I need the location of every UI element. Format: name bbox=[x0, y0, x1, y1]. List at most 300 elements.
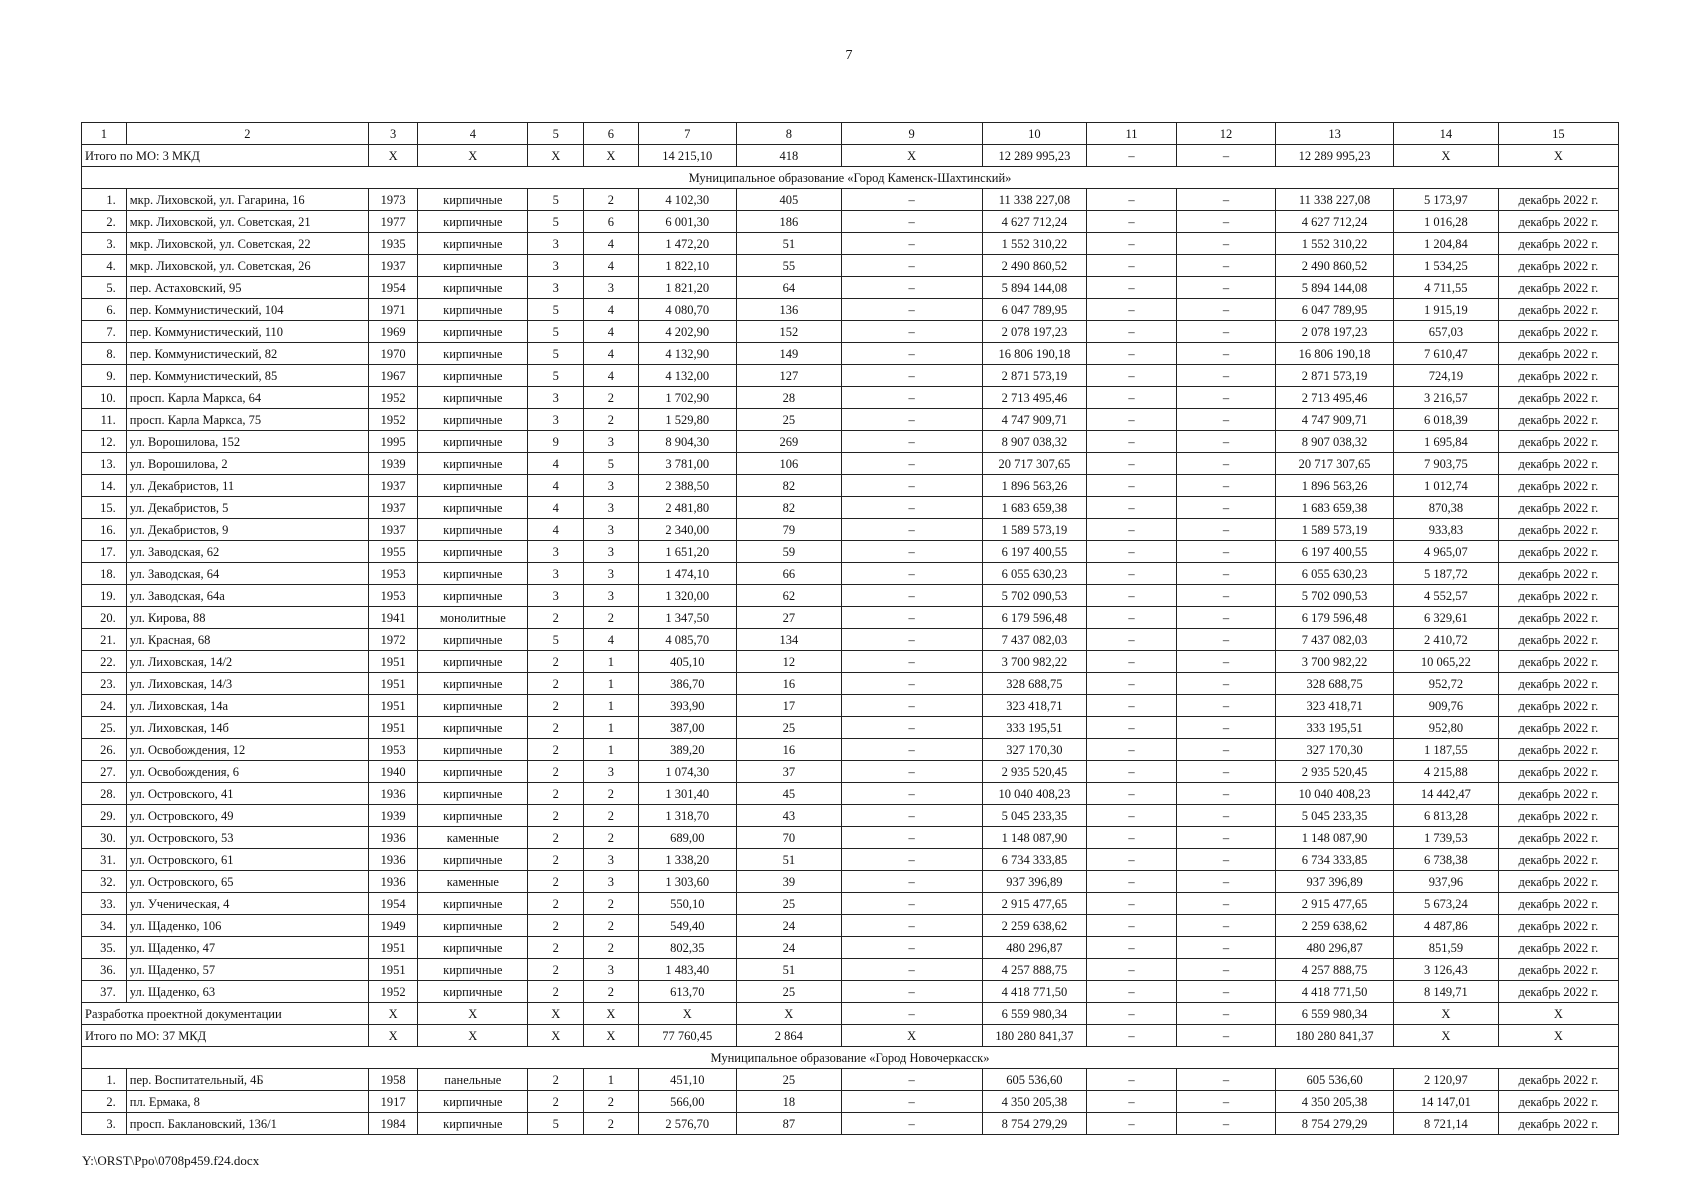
row-number: 29. bbox=[82, 805, 127, 827]
table-cell: – bbox=[841, 673, 982, 695]
table-cell: 51 bbox=[736, 959, 841, 981]
table-cell: 4 bbox=[528, 497, 584, 519]
table-cell: 2 bbox=[528, 959, 584, 981]
table-cell: 4 bbox=[584, 343, 639, 365]
table-cell: кирпичные bbox=[418, 343, 528, 365]
table-cell: 3 bbox=[584, 959, 639, 981]
table-cell: 24 bbox=[736, 937, 841, 959]
table-cell: – bbox=[841, 431, 982, 453]
table-row bbox=[82, 761, 1619, 783]
table-cell: 24 bbox=[736, 915, 841, 937]
table-cell: – bbox=[1087, 277, 1177, 299]
table-cell: 1 821,20 bbox=[638, 277, 736, 299]
table-cell: – bbox=[1087, 805, 1177, 827]
table-cell: 4 202,90 bbox=[638, 321, 736, 343]
table-row bbox=[82, 1113, 1619, 1135]
table-cell: 12 bbox=[736, 651, 841, 673]
table-cell: 8 907 038,32 bbox=[1276, 431, 1394, 453]
address-cell: пер. Коммунистический, 104 bbox=[126, 299, 368, 321]
table-cell: 1953 bbox=[369, 585, 418, 607]
total-label: Итого по МО: 3 МКД bbox=[82, 145, 369, 167]
table-cell: – bbox=[1087, 981, 1177, 1003]
address-cell: ул. Декабристов, 5 bbox=[126, 497, 368, 519]
table-cell: 2 bbox=[528, 1091, 584, 1113]
table-cell: 1 896 563,26 bbox=[1276, 475, 1394, 497]
table-row bbox=[82, 585, 1619, 607]
table-cell: 1937 bbox=[369, 497, 418, 519]
table-cell: 1935 bbox=[369, 233, 418, 255]
table-cell: – bbox=[1087, 299, 1177, 321]
table-cell: 2 bbox=[584, 805, 639, 827]
table-cell: 549,40 bbox=[638, 915, 736, 937]
table-row bbox=[82, 299, 1619, 321]
table-cell: 1973 bbox=[369, 189, 418, 211]
row-number: 27. bbox=[82, 761, 127, 783]
table-cell: 3 bbox=[584, 563, 639, 585]
table-cell: декабрь 2022 г. bbox=[1498, 365, 1618, 387]
table-cell: 1 683 659,38 bbox=[982, 497, 1087, 519]
row-number: 5. bbox=[82, 277, 127, 299]
total-cell: X bbox=[584, 1025, 639, 1047]
table-cell: – bbox=[841, 585, 982, 607]
table-cell: 323 418,71 bbox=[982, 695, 1087, 717]
table-cell: 4 418 771,50 bbox=[982, 981, 1087, 1003]
table-cell: – bbox=[1087, 1069, 1177, 1091]
table-row bbox=[82, 541, 1619, 563]
table-cell: – bbox=[841, 783, 982, 805]
header-cell: 8 bbox=[736, 123, 841, 145]
address-cell: просп. Карла Маркса, 64 bbox=[126, 387, 368, 409]
row-number: 36. bbox=[82, 959, 127, 981]
table-cell: – bbox=[1176, 211, 1275, 233]
total-cell: X bbox=[528, 1025, 584, 1047]
table-cell: 2 388,50 bbox=[638, 475, 736, 497]
table-cell: 3 126,43 bbox=[1394, 959, 1499, 981]
table-cell: – bbox=[1087, 365, 1177, 387]
table-cell: 45 bbox=[736, 783, 841, 805]
table-cell: 2 bbox=[528, 937, 584, 959]
table-cell: кирпичные bbox=[418, 673, 528, 695]
table-cell: 8 754 279,29 bbox=[982, 1113, 1087, 1135]
table-cell: 328 688,75 bbox=[1276, 673, 1394, 695]
table-cell: 1952 bbox=[369, 387, 418, 409]
table-cell: декабрь 2022 г. bbox=[1498, 497, 1618, 519]
table-cell: 62 bbox=[736, 585, 841, 607]
table-cell: 6 179 596,48 bbox=[982, 607, 1087, 629]
table-cell: – bbox=[1087, 1113, 1177, 1135]
table-cell: кирпичные bbox=[418, 1113, 528, 1135]
total-cell: X bbox=[1498, 1003, 1618, 1025]
table-cell: 1937 bbox=[369, 475, 418, 497]
row-number: 8. bbox=[82, 343, 127, 365]
table-cell: кирпичные bbox=[418, 365, 528, 387]
table-row bbox=[82, 695, 1619, 717]
table-cell: 451,10 bbox=[638, 1069, 736, 1091]
total-cell: X bbox=[736, 1003, 841, 1025]
table-cell: 2 bbox=[528, 805, 584, 827]
table-cell: 3 bbox=[584, 541, 639, 563]
table-cell: 2 bbox=[528, 871, 584, 893]
table-cell: – bbox=[841, 937, 982, 959]
table-cell: – bbox=[1087, 673, 1177, 695]
table-cell: 2 078 197,23 bbox=[1276, 321, 1394, 343]
table-cell: декабрь 2022 г. bbox=[1498, 387, 1618, 409]
row-number: 24. bbox=[82, 695, 127, 717]
total-row bbox=[82, 145, 1619, 167]
address-cell: ул. Островского, 61 bbox=[126, 849, 368, 871]
table-cell: 1949 bbox=[369, 915, 418, 937]
table-cell: 2 935 520,45 bbox=[982, 761, 1087, 783]
table-cell: 802,35 bbox=[638, 937, 736, 959]
table-cell: 1 347,50 bbox=[638, 607, 736, 629]
table-cell: 4 bbox=[584, 255, 639, 277]
table-cell: 2 bbox=[584, 937, 639, 959]
total-cell: X bbox=[369, 1003, 418, 1025]
table-cell: кирпичные bbox=[418, 849, 528, 871]
table-cell: 82 bbox=[736, 475, 841, 497]
table-cell: 1941 bbox=[369, 607, 418, 629]
table-cell: – bbox=[1176, 1113, 1275, 1135]
table-cell: 327 170,30 bbox=[1276, 739, 1394, 761]
total-cell: X bbox=[418, 1025, 528, 1047]
table-cell: 909,76 bbox=[1394, 695, 1499, 717]
table-cell: 10 040 408,23 bbox=[1276, 783, 1394, 805]
table-cell: 4 627 712,24 bbox=[1276, 211, 1394, 233]
table-cell: 851,59 bbox=[1394, 937, 1499, 959]
table-cell: кирпичные bbox=[418, 563, 528, 585]
address-cell: пер. Коммунистический, 110 bbox=[126, 321, 368, 343]
table-cell: – bbox=[1087, 343, 1177, 365]
table-cell: кирпичные bbox=[418, 541, 528, 563]
section-title: Муниципальное образование «Город Новочеркасск» bbox=[82, 1047, 1619, 1069]
table-cell: – bbox=[841, 739, 982, 761]
total-cell: 12 289 995,23 bbox=[1276, 145, 1394, 167]
table-cell: 937,96 bbox=[1394, 871, 1499, 893]
total-cell: X bbox=[528, 1003, 584, 1025]
table-cell: – bbox=[841, 211, 982, 233]
table-cell: – bbox=[841, 519, 982, 541]
table-cell: 3 bbox=[528, 585, 584, 607]
table-cell: 134 bbox=[736, 629, 841, 651]
table-cell: 14 147,01 bbox=[1394, 1091, 1499, 1113]
table-cell: декабрь 2022 г. bbox=[1498, 211, 1618, 233]
table-cell: 1 148 087,90 bbox=[1276, 827, 1394, 849]
table-cell: 4 080,70 bbox=[638, 299, 736, 321]
total-cell: X bbox=[528, 145, 584, 167]
table-cell: 1 204,84 bbox=[1394, 233, 1499, 255]
table-cell: – bbox=[1176, 189, 1275, 211]
table-cell: – bbox=[841, 255, 982, 277]
total-label: Разработка проектной документации bbox=[82, 1003, 369, 1025]
table-cell: 2 490 860,52 bbox=[982, 255, 1087, 277]
table-cell: 3 bbox=[584, 871, 639, 893]
table-cell: 20 717 307,65 bbox=[982, 453, 1087, 475]
table-cell: – bbox=[841, 1091, 982, 1113]
table-cell: – bbox=[1176, 783, 1275, 805]
table-cell: 6 055 630,23 bbox=[982, 563, 1087, 585]
table-row bbox=[82, 915, 1619, 937]
table-cell: декабрь 2022 г. bbox=[1498, 541, 1618, 563]
table-cell: декабрь 2022 г. bbox=[1498, 255, 1618, 277]
address-cell: просп. Баклановский, 136/1 bbox=[126, 1113, 368, 1135]
address-cell: ул. Ворошилова, 152 bbox=[126, 431, 368, 453]
table-cell: 8 907 038,32 bbox=[982, 431, 1087, 453]
table-cell: декабрь 2022 г. bbox=[1498, 189, 1618, 211]
table-cell: 16 806 190,18 bbox=[982, 343, 1087, 365]
table-cell: 4 bbox=[584, 299, 639, 321]
table-cell: – bbox=[1176, 717, 1275, 739]
table-cell: – bbox=[1176, 1069, 1275, 1091]
row-number: 1. bbox=[82, 1069, 127, 1091]
table-cell: 5 bbox=[528, 321, 584, 343]
table-cell: 39 bbox=[736, 871, 841, 893]
table-cell: 2 576,70 bbox=[638, 1113, 736, 1135]
total-cell: X bbox=[418, 145, 528, 167]
table-cell: 333 195,51 bbox=[1276, 717, 1394, 739]
table-cell: 20 717 307,65 bbox=[1276, 453, 1394, 475]
table-cell: 4 bbox=[528, 475, 584, 497]
row-number: 31. bbox=[82, 849, 127, 871]
table-cell: 1969 bbox=[369, 321, 418, 343]
table-cell: 405,10 bbox=[638, 651, 736, 673]
table-cell: – bbox=[841, 409, 982, 431]
address-cell: ул. Лиховская, 14б bbox=[126, 717, 368, 739]
address-cell: ул. Заводская, 62 bbox=[126, 541, 368, 563]
table-cell: 28 bbox=[736, 387, 841, 409]
table-cell: 2 bbox=[584, 783, 639, 805]
table-cell: 18 bbox=[736, 1091, 841, 1113]
table-cell: 1 148 087,90 bbox=[982, 827, 1087, 849]
row-number: 3. bbox=[82, 1113, 127, 1135]
table-cell: 3 bbox=[584, 497, 639, 519]
table-cell: – bbox=[1087, 871, 1177, 893]
address-cell: ул. Щаденко, 57 bbox=[126, 959, 368, 981]
table-cell: кирпичные bbox=[418, 189, 528, 211]
table-row bbox=[82, 255, 1619, 277]
table-cell: 3 bbox=[584, 519, 639, 541]
address-cell: ул. Освобождения, 6 bbox=[126, 761, 368, 783]
table-cell: 1954 bbox=[369, 277, 418, 299]
address-cell: ул. Лиховская, 14/2 bbox=[126, 651, 368, 673]
table-cell: – bbox=[1087, 189, 1177, 211]
table-cell: 1951 bbox=[369, 673, 418, 695]
table-cell: – bbox=[1176, 409, 1275, 431]
table-cell: 3 bbox=[528, 409, 584, 431]
table-cell: 5 bbox=[528, 211, 584, 233]
table-row bbox=[82, 563, 1619, 585]
total-cell: X bbox=[1498, 1025, 1618, 1047]
table-cell: кирпичные bbox=[418, 453, 528, 475]
table-cell: 5 bbox=[528, 299, 584, 321]
table-cell: 6 734 333,85 bbox=[1276, 849, 1394, 871]
table-cell: кирпичные bbox=[418, 211, 528, 233]
table-cell: – bbox=[841, 475, 982, 497]
table-cell: 1 695,84 bbox=[1394, 431, 1499, 453]
table-cell: – bbox=[841, 233, 982, 255]
table-cell: декабрь 2022 г. bbox=[1498, 299, 1618, 321]
table-cell: 5 894 144,08 bbox=[982, 277, 1087, 299]
address-cell: ул. Островского, 65 bbox=[126, 871, 368, 893]
address-cell: ул. Лиховская, 14а bbox=[126, 695, 368, 717]
table-cell: 4 bbox=[528, 453, 584, 475]
header-cell: 5 bbox=[528, 123, 584, 145]
header-row bbox=[82, 123, 1619, 145]
table-cell: 5 173,97 bbox=[1394, 189, 1499, 211]
header-cell: 14 bbox=[1394, 123, 1499, 145]
table-cell: – bbox=[841, 343, 982, 365]
table-cell: – bbox=[1087, 409, 1177, 431]
table-cell: 6 055 630,23 bbox=[1276, 563, 1394, 585]
table-cell: 566,00 bbox=[638, 1091, 736, 1113]
table-cell: 2 bbox=[528, 849, 584, 871]
table-cell: 1977 bbox=[369, 211, 418, 233]
table-cell: 2 bbox=[584, 827, 639, 849]
address-cell: ул. Лиховская, 14/3 bbox=[126, 673, 368, 695]
table-cell: – bbox=[1176, 893, 1275, 915]
table-cell: кирпичные bbox=[418, 717, 528, 739]
table-cell: декабрь 2022 г. bbox=[1498, 277, 1618, 299]
table-cell: 4 bbox=[584, 321, 639, 343]
table-cell: 2 078 197,23 bbox=[982, 321, 1087, 343]
table-cell: – bbox=[841, 629, 982, 651]
table-cell: декабрь 2022 г. bbox=[1498, 475, 1618, 497]
table-cell: кирпичные bbox=[418, 783, 528, 805]
table-cell: кирпичные bbox=[418, 739, 528, 761]
table-cell: 1984 bbox=[369, 1113, 418, 1135]
total-cell: X bbox=[418, 1003, 528, 1025]
table-cell: – bbox=[1087, 761, 1177, 783]
table-cell: 1971 bbox=[369, 299, 418, 321]
table-cell: – bbox=[1087, 849, 1177, 871]
table-cell: – bbox=[841, 871, 982, 893]
total-cell: X bbox=[1394, 1025, 1499, 1047]
table-cell: – bbox=[1087, 387, 1177, 409]
total-cell: X bbox=[841, 1025, 982, 1047]
table-cell: кирпичные bbox=[418, 585, 528, 607]
table-cell: 16 bbox=[736, 739, 841, 761]
table-cell: кирпичные bbox=[418, 255, 528, 277]
row-number: 2. bbox=[82, 1091, 127, 1113]
total-cell: – bbox=[1087, 1025, 1177, 1047]
table-cell: 1 016,28 bbox=[1394, 211, 1499, 233]
table-row bbox=[82, 365, 1619, 387]
header-cell: 10 bbox=[982, 123, 1087, 145]
table-cell: – bbox=[1176, 673, 1275, 695]
table-cell: 1 012,74 bbox=[1394, 475, 1499, 497]
table-cell: декабрь 2022 г. bbox=[1498, 519, 1618, 541]
table-cell: 5 045 233,35 bbox=[1276, 805, 1394, 827]
address-cell: ул. Декабристов, 9 bbox=[126, 519, 368, 541]
total-cell: – bbox=[1176, 1003, 1275, 1025]
table-cell: 16 806 190,18 bbox=[1276, 343, 1394, 365]
table-cell: 1955 bbox=[369, 541, 418, 563]
total-cell: 77 760,45 bbox=[638, 1025, 736, 1047]
table-cell: 5 673,24 bbox=[1394, 893, 1499, 915]
table-cell: декабрь 2022 г. bbox=[1498, 783, 1618, 805]
table-cell: 8 721,14 bbox=[1394, 1113, 1499, 1135]
table-cell: – bbox=[841, 607, 982, 629]
table-cell: 937 396,89 bbox=[982, 871, 1087, 893]
table-cell: 393,90 bbox=[638, 695, 736, 717]
table-row bbox=[82, 343, 1619, 365]
table-cell: декабрь 2022 г. bbox=[1498, 981, 1618, 1003]
table-cell: декабрь 2022 г. bbox=[1498, 1069, 1618, 1091]
table-cell: 2 713 495,46 bbox=[1276, 387, 1394, 409]
table-row bbox=[82, 827, 1619, 849]
table-cell: 1940 bbox=[369, 761, 418, 783]
total-cell: – bbox=[1087, 145, 1177, 167]
header-cell: 11 bbox=[1087, 123, 1177, 145]
table-cell: 2 bbox=[528, 651, 584, 673]
table-cell: 689,00 bbox=[638, 827, 736, 849]
table-cell: кирпичные bbox=[418, 277, 528, 299]
table-cell: – bbox=[1176, 519, 1275, 541]
table-cell: 8 904,30 bbox=[638, 431, 736, 453]
table-cell: 4 bbox=[528, 519, 584, 541]
table-cell: 51 bbox=[736, 849, 841, 871]
table-cell: 1970 bbox=[369, 343, 418, 365]
table-cell: – bbox=[841, 959, 982, 981]
table-cell: 2 bbox=[528, 1069, 584, 1091]
address-cell: ул. Щаденко, 47 bbox=[126, 937, 368, 959]
header-cell: 4 bbox=[418, 123, 528, 145]
table-cell: 3 bbox=[584, 431, 639, 453]
table-cell: 1 702,90 bbox=[638, 387, 736, 409]
row-number: 16. bbox=[82, 519, 127, 541]
table-cell: 2 bbox=[528, 607, 584, 629]
header-cell: 3 bbox=[369, 123, 418, 145]
table-cell: кирпичные bbox=[418, 431, 528, 453]
table-cell: 2 bbox=[528, 981, 584, 1003]
table-cell: – bbox=[1176, 321, 1275, 343]
total-cell: – bbox=[1087, 1003, 1177, 1025]
table-cell: декабрь 2022 г. bbox=[1498, 893, 1618, 915]
table-cell: – bbox=[841, 277, 982, 299]
table-cell: панельные bbox=[418, 1069, 528, 1091]
table-cell: кирпичные bbox=[418, 893, 528, 915]
table-cell: 3 700 982,22 bbox=[1276, 651, 1394, 673]
table-cell: – bbox=[841, 563, 982, 585]
table-cell: 1 303,60 bbox=[638, 871, 736, 893]
row-number: 14. bbox=[82, 475, 127, 497]
housing-repair-table bbox=[81, 122, 1619, 1135]
table-cell: декабрь 2022 г. bbox=[1498, 343, 1618, 365]
table-cell: кирпичные bbox=[418, 497, 528, 519]
row-number: 11. bbox=[82, 409, 127, 431]
table-cell: – bbox=[1087, 629, 1177, 651]
table-cell: 3 216,57 bbox=[1394, 387, 1499, 409]
total-cell: 418 bbox=[736, 145, 841, 167]
table-row bbox=[82, 783, 1619, 805]
header-cell: 2 bbox=[126, 123, 368, 145]
table-cell: кирпичные bbox=[418, 475, 528, 497]
table-cell: 1 651,20 bbox=[638, 541, 736, 563]
table-cell: – bbox=[1176, 585, 1275, 607]
table-cell: 136 bbox=[736, 299, 841, 321]
table-cell: 2 bbox=[584, 1091, 639, 1113]
table-cell: 1951 bbox=[369, 651, 418, 673]
table-cell: 4 747 909,71 bbox=[1276, 409, 1394, 431]
table-row bbox=[82, 607, 1619, 629]
address-cell: ул. Декабристов, 11 bbox=[126, 475, 368, 497]
table-cell: 8 149,71 bbox=[1394, 981, 1499, 1003]
table-cell: – bbox=[841, 299, 982, 321]
total-cell: X bbox=[1394, 145, 1499, 167]
table-cell: 1 074,30 bbox=[638, 761, 736, 783]
table-cell: 9 bbox=[528, 431, 584, 453]
row-number: 35. bbox=[82, 937, 127, 959]
table-cell: декабрь 2022 г. bbox=[1498, 233, 1618, 255]
